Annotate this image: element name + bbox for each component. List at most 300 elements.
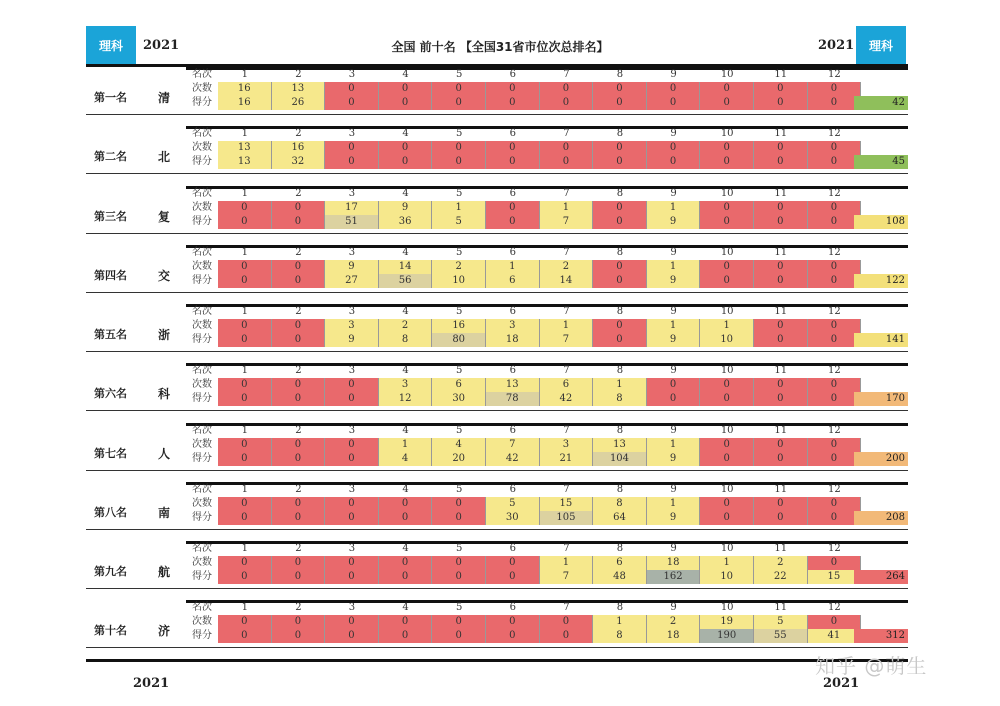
position-number: 10 [720,306,734,317]
position-header-row [86,601,908,615]
row-label: 得分 [192,97,212,108]
count-cell: 0 [218,260,272,274]
count-cell: 0 [432,141,486,155]
score-cell: 0 [272,392,326,406]
position-number: 3 [348,602,356,613]
row-label: 得分 [192,156,212,167]
count-cell: 3 [379,378,433,392]
row-label: 次数 [192,320,212,331]
position-number: 3 [348,306,356,317]
count-cell: 1 [647,319,701,333]
score-cell: 0 [647,155,701,169]
position-number: 9 [670,543,677,554]
count-cell: 0 [754,438,808,452]
score-row [86,452,908,466]
row-label: 名次 [192,543,212,554]
position-number: 3 [348,543,356,554]
position-number: 2 [295,306,302,317]
position-header-row [86,127,908,141]
score-cell: 10 [700,570,754,584]
rank-block [86,600,908,648]
score-cell: 0 [808,392,862,406]
school-name: 人 [158,447,171,461]
count-cell: 0 [593,319,647,333]
count-cell: 2 [754,556,808,570]
score-row [86,96,908,110]
score-cell: 8 [593,629,647,643]
score-cell: 30 [486,511,540,525]
year-bottom-right: 2021 [823,676,860,691]
rank-label: 第三名 [94,210,127,223]
score-cell: 0 [379,96,433,110]
block-bottom-rule [86,233,908,234]
score-cell: 0 [754,333,808,347]
position-number: 11 [774,188,788,199]
position-header-row [86,542,908,556]
position-number: 8 [616,69,624,80]
count-row [86,82,908,96]
count-cell: 0 [486,82,540,96]
position-number: 2 [295,425,302,436]
rank-label: 第八名 [94,506,127,519]
score-cell: 0 [540,155,594,169]
count-cell: 1 [540,201,594,215]
position-number: 10 [720,69,734,80]
count-cell: 0 [808,141,862,155]
count-row [86,141,908,155]
count-cell: 1 [700,319,754,333]
score-cell: 20 [432,452,486,466]
position-number: 5 [456,484,463,495]
position-number: 5 [456,365,463,376]
year-bottom-left: 2021 [133,676,170,691]
score-cell: 30 [432,392,486,406]
score-cell: 9 [647,452,701,466]
score-cell: 10 [432,274,486,288]
score-cell: 0 [808,452,862,466]
position-number: 8 [616,602,624,613]
count-cell: 0 [593,201,647,215]
count-cell: 0 [593,141,647,155]
score-cell: 0 [325,155,379,169]
score-cell: 51 [325,215,379,229]
count-cell: 13 [218,141,272,155]
count-cell: 0 [700,497,754,511]
count-cell: 17 [325,201,379,215]
block-bottom-rule [86,588,908,589]
count-cell: 1 [432,201,486,215]
count-cell: 0 [486,141,540,155]
score-cell: 0 [593,274,647,288]
score-cell: 0 [325,511,379,525]
score-cell: 0 [486,96,540,110]
position-number: 9 [670,306,677,317]
count-cell: 0 [700,82,754,96]
position-number: 8 [616,365,624,376]
score-cell: 0 [540,96,594,110]
count-cell: 1 [647,260,701,274]
position-number: 2 [295,365,302,376]
position-number: 7 [563,128,570,139]
position-number: 9 [670,247,677,258]
count-cell: 16 [432,319,486,333]
position-number: 4 [402,128,409,139]
score-cell: 15 [808,570,862,584]
count-cell: 0 [486,201,540,215]
score-cell: 0 [218,215,272,229]
block-bottom-rule [86,410,908,411]
position-number: 10 [720,484,734,495]
position-number: 7 [563,69,570,80]
row-label: 得分 [192,571,212,582]
score-cell: 0 [432,511,486,525]
position-number: 2 [295,247,302,258]
position-number: 8 [616,247,624,258]
total-score: 42 [854,96,908,110]
score-cell: 0 [432,570,486,584]
count-cell: 0 [325,82,379,96]
score-cell: 9 [647,333,701,347]
count-cell: 9 [379,201,433,215]
count-row [86,319,908,333]
count-cell: 0 [325,556,379,570]
position-number: 5 [456,188,463,199]
position-number: 4 [402,602,409,613]
position-number: 3 [348,484,356,495]
position-number: 11 [774,69,788,80]
position-number: 12 [828,425,841,436]
score-cell: 0 [272,452,326,466]
score-cell: 27 [325,274,379,288]
count-cell: 2 [432,260,486,274]
count-cell: 0 [218,497,272,511]
score-cell: 78 [486,392,540,406]
score-cell: 22 [754,570,808,584]
score-cell: 5 [432,215,486,229]
score-cell: 14 [540,274,594,288]
rank-block [86,67,908,115]
score-cell: 0 [593,96,647,110]
position-number: 1 [241,247,248,258]
score-cell: 0 [754,215,808,229]
score-cell: 0 [325,629,379,643]
count-cell: 15 [540,497,594,511]
score-cell: 0 [808,333,862,347]
position-number: 4 [402,543,409,554]
score-row [86,629,908,643]
position-number: 5 [456,247,463,258]
position-number: 1 [241,602,248,613]
score-cell: 0 [325,96,379,110]
position-number: 9 [670,425,677,436]
block-bottom-rule [86,351,908,352]
score-cell: 0 [700,155,754,169]
position-number: 6 [509,247,516,258]
position-number: 4 [402,69,409,80]
position-number: 12 [828,484,841,495]
score-cell: 0 [325,392,379,406]
position-number: 3 [348,128,356,139]
count-cell: 0 [700,438,754,452]
score-cell: 21 [540,452,594,466]
count-cell: 0 [808,497,862,511]
score-cell: 0 [754,274,808,288]
rank-label: 第五名 [94,328,127,341]
count-cell: 0 [272,378,326,392]
count-cell: 6 [540,378,594,392]
count-cell: 0 [647,82,701,96]
rank-label: 第一名 [94,91,127,104]
score-cell: 36 [379,215,433,229]
position-number: 10 [720,128,734,139]
position-number: 1 [241,425,248,436]
position-number: 8 [616,128,624,139]
row-label: 次数 [192,557,212,568]
year-top-left: 2021 [143,38,180,53]
count-cell: 0 [700,201,754,215]
count-cell: 0 [379,615,433,629]
score-cell: 0 [700,274,754,288]
position-number: 11 [774,306,788,317]
count-cell: 8 [593,497,647,511]
position-number: 9 [670,128,677,139]
position-number: 9 [670,602,677,613]
score-cell: 0 [218,629,272,643]
position-number: 11 [774,543,788,554]
count-cell: 2 [379,319,433,333]
count-cell: 0 [540,615,594,629]
count-cell: 0 [218,319,272,333]
position-number: 6 [509,128,516,139]
count-cell: 1 [379,438,433,452]
count-cell: 13 [486,378,540,392]
position-number: 6 [509,425,516,436]
row-label: 名次 [192,69,212,80]
position-header-row [86,246,908,260]
count-cell: 3 [486,319,540,333]
score-cell: 8 [593,392,647,406]
row-label: 次数 [192,498,212,509]
score-cell: 6 [486,274,540,288]
position-number: 1 [241,543,248,554]
count-cell: 0 [379,497,433,511]
count-cell: 2 [540,260,594,274]
count-cell: 0 [272,497,326,511]
score-cell: 0 [218,333,272,347]
count-cell: 1 [593,615,647,629]
count-cell: 13 [272,82,326,96]
score-cell: 9 [647,215,701,229]
total-score: 200 [854,452,908,466]
block-bottom-rule [86,292,908,293]
position-number: 10 [720,247,734,258]
position-number: 7 [563,306,570,317]
count-row [86,438,908,452]
rank-label: 第十名 [94,624,127,637]
position-number: 2 [295,69,302,80]
score-row [86,570,908,584]
position-number: 8 [616,543,624,554]
position-number: 8 [616,425,624,436]
rank-block [86,423,908,471]
score-cell: 42 [486,452,540,466]
total-score: 45 [854,155,908,169]
position-number: 12 [828,543,841,554]
score-cell: 0 [486,629,540,643]
position-number: 6 [509,543,516,554]
score-cell: 32 [272,155,326,169]
position-number: 12 [828,306,841,317]
position-number: 3 [348,425,356,436]
position-number: 12 [828,365,841,376]
score-row [86,274,908,288]
count-cell: 0 [486,615,540,629]
count-cell: 0 [325,615,379,629]
position-number: 1 [241,69,248,80]
score-row [86,215,908,229]
score-cell: 0 [808,96,862,110]
rank-label: 第六名 [94,387,127,400]
school-name: 航 [158,565,171,579]
badge-top-right: 理科 [856,26,906,64]
count-cell: 1 [647,201,701,215]
count-cell: 3 [540,438,594,452]
count-row [86,201,908,215]
total-score: 122 [854,274,908,288]
row-label: 名次 [192,188,212,199]
count-cell: 0 [647,378,701,392]
count-cell: 0 [808,378,862,392]
rank-block [86,186,908,234]
school-name: 浙 [158,328,171,342]
count-cell: 0 [218,556,272,570]
count-cell: 0 [272,615,326,629]
count-cell: 16 [272,141,326,155]
count-cell: 19 [700,615,754,629]
position-number: 9 [670,69,677,80]
score-cell: 80 [432,333,486,347]
position-number: 6 [509,306,516,317]
position-number: 4 [402,484,409,495]
count-cell: 0 [432,556,486,570]
badge-top-left: 理科 [86,26,136,64]
position-number: 12 [828,188,841,199]
count-cell: 13 [593,438,647,452]
position-header-row [86,424,908,438]
score-cell: 0 [700,392,754,406]
count-cell: 1 [540,556,594,570]
row-label: 次数 [192,379,212,390]
position-number: 1 [241,484,248,495]
position-number: 4 [402,425,409,436]
count-cell: 1 [700,556,754,570]
row-label: 次数 [192,261,212,272]
position-number: 2 [295,543,302,554]
count-cell: 0 [325,378,379,392]
count-cell: 1 [647,438,701,452]
score-cell: 18 [486,333,540,347]
position-number: 7 [563,484,570,495]
position-number: 9 [670,188,677,199]
score-cell: 0 [379,629,433,643]
score-cell: 0 [754,96,808,110]
score-cell: 9 [325,333,379,347]
position-number: 10 [720,602,734,613]
position-number: 8 [616,484,624,495]
score-cell: 9 [647,274,701,288]
row-label: 得分 [192,512,212,523]
count-cell: 0 [808,260,862,274]
count-cell: 0 [647,141,701,155]
score-cell: 0 [754,452,808,466]
position-number: 3 [348,247,356,258]
score-cell: 0 [272,511,326,525]
row-label: 名次 [192,602,212,613]
total-score: 208 [854,511,908,525]
position-number: 8 [616,306,624,317]
score-cell: 0 [218,392,272,406]
position-number: 2 [295,188,302,199]
count-cell: 0 [593,260,647,274]
count-cell: 0 [218,615,272,629]
position-number: 10 [720,188,734,199]
rank-block [86,245,908,293]
count-cell: 0 [486,556,540,570]
position-number: 7 [563,188,570,199]
block-bottom-rule [86,529,908,530]
position-number: 3 [348,365,356,376]
row-label: 名次 [192,128,212,139]
count-cell: 0 [593,82,647,96]
position-number: 11 [774,247,788,258]
count-cell: 18 [647,556,701,570]
score-cell: 0 [700,96,754,110]
score-cell: 0 [379,570,433,584]
position-header-row [86,68,908,82]
score-cell: 42 [540,392,594,406]
count-cell: 0 [325,438,379,452]
score-cell: 0 [272,629,326,643]
score-cell: 0 [540,629,594,643]
position-number: 11 [774,425,788,436]
score-cell: 0 [808,274,862,288]
score-cell: 10 [700,333,754,347]
count-cell: 0 [272,260,326,274]
row-label: 次数 [192,616,212,627]
score-cell: 0 [325,570,379,584]
score-cell: 13 [218,155,272,169]
count-cell: 0 [218,201,272,215]
position-number: 1 [241,306,248,317]
count-cell: 6 [593,556,647,570]
school-name: 北 [158,150,171,164]
position-header-row [86,483,908,497]
count-cell: 5 [754,615,808,629]
score-cell: 0 [432,96,486,110]
score-cell: 0 [754,155,808,169]
count-cell: 1 [486,260,540,274]
rank-label: 第二名 [94,150,127,163]
score-cell: 41 [808,629,862,643]
score-cell: 48 [593,570,647,584]
count-cell: 1 [647,497,701,511]
count-cell: 0 [272,556,326,570]
rank-label: 第九名 [94,565,127,578]
position-number: 6 [509,365,516,376]
rank-block [86,304,908,352]
count-cell: 0 [754,260,808,274]
count-cell: 7 [486,438,540,452]
